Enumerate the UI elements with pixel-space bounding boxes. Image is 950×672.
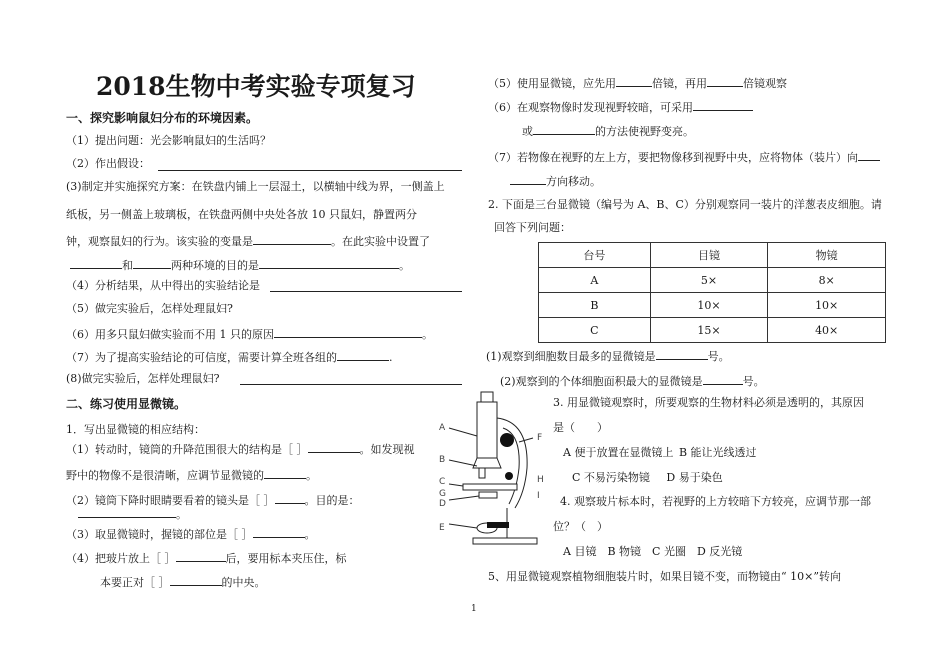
r-q2-1-b: 号。 xyxy=(707,350,730,363)
r-q4-line1: 4. 观察玻片标本时，若视野的上方较暗下方较亮，应调节那一部 xyxy=(560,495,871,508)
microscope-table xyxy=(538,242,886,343)
s2-p1-3-b: 。 xyxy=(304,528,316,541)
s1-q6 xyxy=(66,325,433,342)
s1-q4-blank[interactable] xyxy=(270,291,462,292)
r-q6-blank1[interactable] xyxy=(693,98,753,111)
s1-q3-line4-a: 和 xyxy=(122,259,133,272)
s1-q7-blank[interactable] xyxy=(337,348,389,361)
s2-p1-1-blank2[interactable] xyxy=(264,466,306,479)
table-header: 台号 xyxy=(539,243,651,268)
r-q4-option-b[interactable]: B 物镜 xyxy=(607,545,642,558)
table-cell: 15× xyxy=(650,318,768,343)
s2-p1-2-b: 。目的是： xyxy=(304,494,360,507)
table-header: 物镜 xyxy=(768,243,886,268)
s1-q7-b: . xyxy=(389,351,393,364)
r-q5 xyxy=(488,74,787,91)
s1-env2-blank[interactable] xyxy=(133,256,171,269)
s1-variable-blank[interactable] xyxy=(253,232,331,245)
s2-p1-4-d: 的中央。 xyxy=(221,576,266,589)
r-q5-c: 倍镜观察 xyxy=(743,77,787,90)
r-q2-line2: 回答下列问题： xyxy=(494,221,571,234)
label-e-line xyxy=(449,524,477,528)
s2-p1-1-a: （1）转动时，镜筒的升降范围很大的结构是［ ］ xyxy=(66,443,308,456)
page-title: 2018生物中考实验专项复习 xyxy=(96,72,416,101)
mirror-dark-shape xyxy=(487,522,509,528)
s2-p1-3 xyxy=(66,525,316,542)
s1-q3-line2: 纸板，另一侧盖上玻璃板，在铁盘两侧中央处各放 10 只鼠妇，静置两分 xyxy=(66,208,417,221)
label-f: F xyxy=(537,433,543,443)
label-f-line xyxy=(519,438,533,442)
label-b: B xyxy=(439,455,446,465)
r-q6 xyxy=(488,98,753,115)
r-q6-blank2[interactable] xyxy=(533,122,595,135)
r-q5-line1: 5、用显微镜观察植物细胞装片时，如果目镜不变，而物镜由“ 10×”转向 xyxy=(488,570,841,583)
table-header: 目镜 xyxy=(650,243,768,268)
r-q7-b: 方向移动。 xyxy=(546,175,601,188)
s2-p1-2-blank2[interactable] xyxy=(78,505,176,518)
r-q5-a: （5）使用显微镜，应先用 xyxy=(488,77,616,90)
s1-env1-blank[interactable] xyxy=(70,256,122,269)
r-q4-options xyxy=(563,545,742,559)
page-number: 1 xyxy=(471,604,477,614)
nosepiece-shape xyxy=(473,458,501,468)
s1-q3-line4-c: 。 xyxy=(399,259,410,272)
table-row xyxy=(539,318,886,343)
r-q7-a: （7）若物像在视野的左上方，要把物像移到视野中央，应将物体（装片）向 xyxy=(488,151,858,164)
r-q3-line1: 3. 用显微镜观察时，所要观察的生物材料必须是透明的，其原因 xyxy=(553,396,864,409)
microscope-figure xyxy=(437,388,557,548)
section2-heading: 二、练习使用显微镜。 xyxy=(66,397,187,411)
r-q6-cont xyxy=(522,122,694,139)
r-q4-option-d[interactable]: D 反光镜 xyxy=(696,545,743,558)
table-row xyxy=(539,268,886,293)
r-q2-1 xyxy=(486,347,730,364)
r-q7-blank2[interactable] xyxy=(510,172,546,185)
s1-q8: (8)做完实验后，怎样处理鼠妇? xyxy=(66,372,220,385)
s1-q3-line1: (3)制定并实施探究方案：在铁盘内铺上一层湿土，以横轴中线为界，一侧盖上 xyxy=(66,180,445,193)
s1-q3-line4 xyxy=(70,256,410,273)
stage-shape xyxy=(463,484,517,490)
table-cell: 8× xyxy=(768,268,886,293)
label-c: C xyxy=(439,477,446,487)
s1-q6-blank[interactable] xyxy=(274,325,422,338)
r-q4-option-a[interactable]: A 目镜 xyxy=(563,545,597,558)
s2-p1-2-cont xyxy=(78,505,187,522)
base-shape xyxy=(473,538,537,544)
s1-q3-line4-b: 两种环境的目的是 xyxy=(171,259,259,272)
r-q7 xyxy=(488,148,880,165)
s2-p1-4-c: 本要正对［ ］ xyxy=(100,576,170,589)
diaphragm-shape xyxy=(479,492,497,498)
s2-p1-1 xyxy=(66,440,415,457)
r-q7-blank1[interactable] xyxy=(858,148,880,161)
r-q2-2-b: 号。 xyxy=(742,375,765,388)
r-q4-line2: 位？（ ） xyxy=(553,520,608,533)
table-cell: 10× xyxy=(768,293,886,318)
s1-q1: （1）提出问题：光会影响鼠妇的生活吗？ xyxy=(66,134,271,147)
coarse-knob-shape xyxy=(500,433,514,447)
s2-p1-3-blank[interactable] xyxy=(253,525,305,538)
r-q4-option-c[interactable]: C 光圈 xyxy=(652,545,686,558)
r-q2-2 xyxy=(500,372,765,389)
table-cell: 40× xyxy=(768,318,886,343)
label-e: E xyxy=(439,523,445,533)
r-q5-blank1[interactable] xyxy=(616,74,652,87)
label-a: A xyxy=(439,423,446,433)
s2-p1-1-blank[interactable] xyxy=(308,440,360,453)
section1-heading: 一、探究影响鼠妇分布的环境因素。 xyxy=(66,111,259,125)
label-g: G xyxy=(439,489,446,499)
r-q2-1-a: (1)观察到细胞数目最多的显微镜是 xyxy=(486,350,656,363)
s2-p1-4-cont xyxy=(100,573,266,590)
s1-q6-a: （6）用多只鼠妇做实验而不用 1 只的原因 xyxy=(66,328,274,341)
label-a-line xyxy=(449,428,477,436)
s1-q3-line3-b: 。在此实验中设置了 xyxy=(331,235,430,248)
s2-p1-3-a: （3）取显微镜时，握镜的部位是［ ］ xyxy=(66,528,253,541)
table-cell: A xyxy=(539,268,651,293)
s2-p1-2-blank[interactable] xyxy=(275,491,305,504)
r-q3-option-b[interactable]: B 能让光线透过 xyxy=(678,446,757,459)
tube-shape xyxy=(477,402,497,458)
r-q2-2-blank[interactable] xyxy=(703,372,743,385)
s1-q7 xyxy=(66,348,393,365)
s2-p1-1-cont xyxy=(66,466,317,483)
table-cell: B xyxy=(539,293,651,318)
label-d: D xyxy=(439,499,446,509)
table-row xyxy=(539,293,886,318)
fine-knob-shape xyxy=(505,472,513,480)
eyepiece-shape xyxy=(481,392,493,402)
table-cell: C xyxy=(539,318,651,343)
label-c-line xyxy=(449,484,463,486)
r-q3-options1 xyxy=(563,446,757,460)
label-b-line xyxy=(449,460,477,466)
s1-q2-blank[interactable] xyxy=(158,170,462,171)
r-q3-line2: 是（ ） xyxy=(553,421,608,434)
s1-q3-line3 xyxy=(66,232,430,249)
s2-p1-4-blank2[interactable] xyxy=(170,573,222,586)
r-q6-c: 的方法使视野变亮。 xyxy=(595,125,694,138)
s1-purpose-blank[interactable] xyxy=(259,256,399,269)
r-q3-option-d[interactable]: D 易于染色 xyxy=(666,471,723,484)
r-q5-b: 倍镜，再用 xyxy=(652,77,707,90)
table-cell: 5× xyxy=(650,268,768,293)
s1-q2: （2）作出假设： xyxy=(66,157,150,170)
s1-q7-a: （7）为了提高实验结论的可信度，需要计算全班各组的 xyxy=(66,351,337,364)
s2-p1-4 xyxy=(66,549,347,566)
s2-p1: 1．写出显微镜的相应结构： xyxy=(66,423,205,436)
label-i: I xyxy=(537,491,540,501)
s2-p1-2-a: （2）镜筒下降时眼睛要看着的镜头是［ ］ xyxy=(66,494,275,507)
s2-p1-4-b: 后，要用标本夹压住，标 xyxy=(225,552,347,565)
s1-q4: （4）分析结果，从中得出的实验结论是 xyxy=(66,279,260,292)
s2-p1-1-c: 野中的物像不是很清晰，应调节显微镜的 xyxy=(66,469,264,482)
r-q2-1-blank[interactable] xyxy=(656,347,708,360)
r-q3-option-c[interactable]: C 不易污染物镜 xyxy=(572,471,650,484)
arm-shape xyxy=(497,418,527,508)
s1-q8-blank[interactable] xyxy=(240,384,462,385)
r-q6-a: （6）在观察物像时发现视野较暗，可采用 xyxy=(488,101,693,114)
s1-q6-b: 。 xyxy=(422,328,433,341)
s2-p1-1-b: 。如发现视 xyxy=(359,443,415,456)
s2-p1-4-blank[interactable] xyxy=(176,549,226,562)
label-d-line xyxy=(449,496,479,500)
r-q2-2-a: (2)观察到的个体细胞面积最大的显微镜是 xyxy=(500,375,703,388)
r-q2-line1: 2. 下面是三台显微镜（编号为 A、B、C）分别观察同一装片的洋葱表皮细胞。请 xyxy=(488,198,882,211)
objective-shape xyxy=(479,468,485,478)
table-header-row xyxy=(539,243,886,268)
s2-p1-2-c: 。 xyxy=(176,508,187,521)
r-q6-b: 或 xyxy=(522,125,533,138)
r-q3-options2 xyxy=(572,471,723,485)
r-q5-blank2[interactable] xyxy=(707,74,743,87)
r-q3-option-a[interactable]: A 便于放置在显微镜上 xyxy=(563,446,674,459)
s1-q5: （5）做完实验后，怎样处理鼠妇? xyxy=(66,302,233,315)
s2-p1-1-d: 。 xyxy=(306,469,317,482)
label-h: H xyxy=(537,475,544,485)
table-cell: 10× xyxy=(650,293,768,318)
s1-q3-line3-a: 钟，观察鼠妇的行为。该实验的变量是 xyxy=(66,235,253,248)
r-q7-cont xyxy=(510,172,601,189)
s2-p1-4-a: （4）把玻片放上［ ］ xyxy=(66,552,176,565)
